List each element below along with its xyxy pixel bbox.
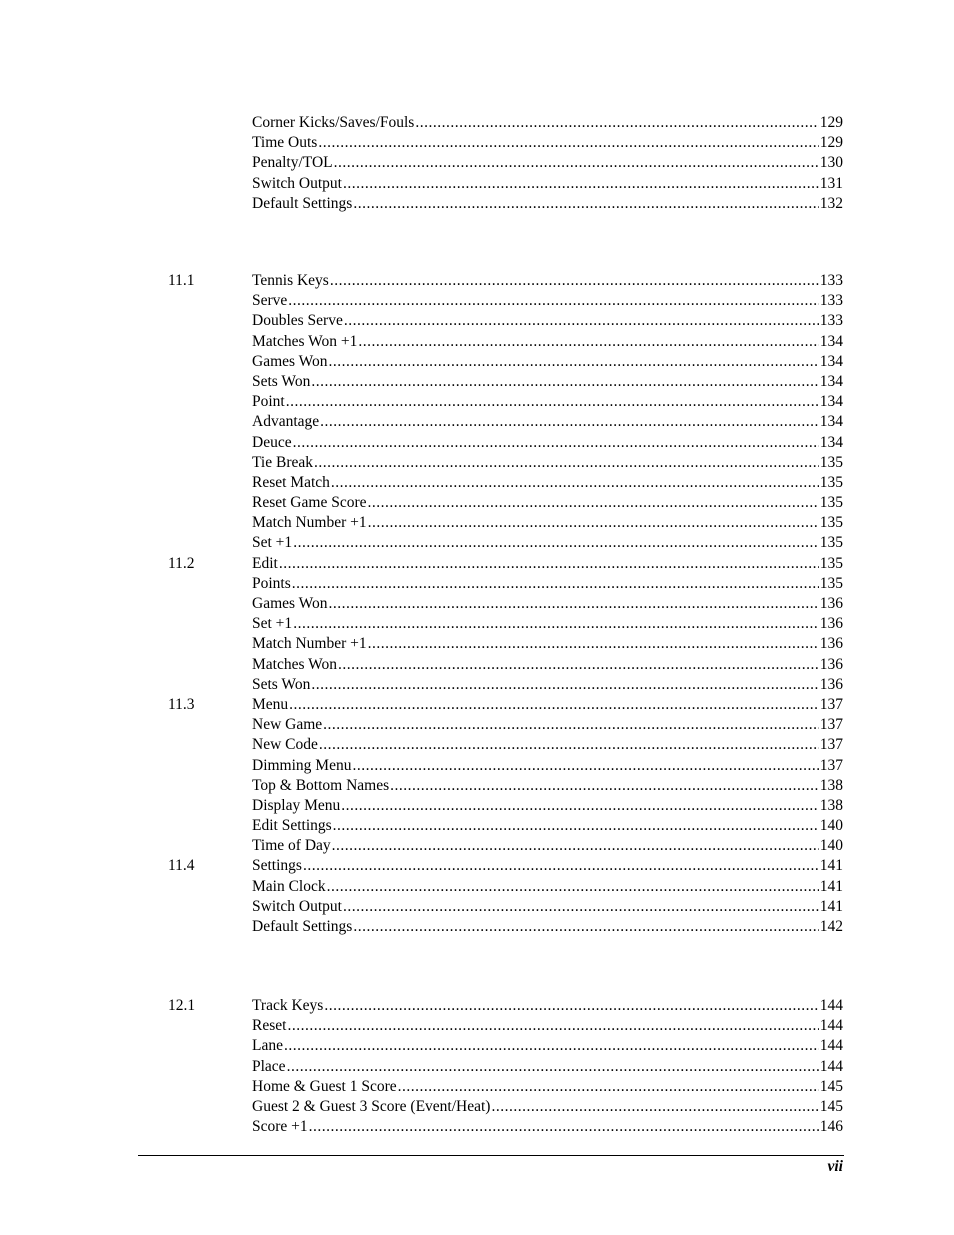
toc-entry-title[interactable]: Set +1: [252, 534, 293, 552]
toc-dot-leader: [333, 816, 819, 836]
toc-entry-page[interactable]: 145: [819, 1097, 843, 1115]
toc-entry-title[interactable]: Home & Guest 1 Score: [252, 1077, 397, 1095]
toc-entry-line: [252, 392, 843, 412]
toc-entry[interactable]: [0, 372, 954, 392]
footer-divider: [138, 1155, 844, 1156]
toc-entry-title[interactable]: Track Keys: [252, 997, 324, 1014]
toc-section-number: 11.2: [168, 554, 195, 572]
toc-entry-title[interactable]: Guest 2 & Guest 3 Score (Event/Heat): [252, 1097, 491, 1115]
toc-dot-leader: [415, 113, 818, 133]
toc-dot-leader: [334, 153, 819, 173]
toc-entry[interactable]: [0, 473, 954, 493]
toc-entry-page[interactable]: 136: [819, 615, 843, 633]
toc-entry-title[interactable]: Main Clock: [252, 877, 326, 895]
toc-entry-title[interactable]: Matches Won: [252, 655, 337, 673]
toc-entry-line: [252, 715, 843, 735]
toc-dot-leader: [287, 1016, 818, 1036]
toc-entry-title[interactable]: Switch Output: [252, 174, 342, 192]
toc-entry[interactable]: [0, 1016, 954, 1036]
toc-section-1: [0, 113, 954, 214]
toc-entry-title[interactable]: Menu: [252, 695, 289, 713]
toc-entry-page[interactable]: 133: [819, 292, 843, 310]
toc-dot-leader: [330, 271, 819, 291]
toc-dot-leader: [368, 634, 819, 654]
toc-entry-line: [252, 533, 843, 553]
toc-entry-line: [252, 433, 843, 453]
toc-entry-page[interactable]: 141: [819, 857, 843, 875]
toc-entry-title[interactable]: Place: [252, 1057, 286, 1075]
toc-dot-leader: [329, 352, 819, 372]
toc-entry-page[interactable]: 141: [819, 877, 843, 895]
toc-entry-page[interactable]: 134: [819, 393, 843, 411]
toc-entry-line: [252, 816, 843, 836]
toc-entry-line: [252, 291, 843, 311]
toc-dot-leader: [323, 715, 819, 735]
toc-entry-title[interactable]: Sets Won: [252, 675, 311, 693]
toc-entry-line: [252, 493, 843, 513]
toc-dot-leader: [319, 735, 819, 755]
toc-entry[interactable]: [0, 836, 954, 856]
toc-section-2: [0, 271, 954, 937]
toc-entry-title[interactable]: Default Settings: [252, 918, 353, 935]
toc-dot-leader: [286, 392, 819, 412]
toc-entry-line: [252, 756, 843, 776]
toc-entry-page[interactable]: 136: [819, 595, 843, 612]
toc-entry-page[interactable]: 138: [819, 776, 843, 794]
toc-entry-line: [252, 372, 843, 392]
toc-entry-page[interactable]: 145: [819, 1077, 843, 1095]
toc-entry[interactable]: [0, 453, 954, 473]
toc-section-number: 11.1: [168, 272, 195, 289]
toc-entry-page[interactable]: 133: [819, 272, 843, 289]
toc-dot-leader: [352, 756, 818, 776]
toc-dot-leader: [344, 311, 819, 331]
toc-entry[interactable]: [0, 311, 954, 331]
toc-dot-leader: [311, 372, 818, 392]
toc-entry[interactable]: [0, 917, 954, 937]
toc-entry-page[interactable]: 136: [819, 675, 843, 693]
toc-entry[interactable]: [0, 133, 954, 153]
toc-entry-page[interactable]: 135: [819, 453, 843, 471]
toc-entry-page[interactable]: 146: [819, 1118, 843, 1136]
toc-entry-title[interactable]: Time Outs: [252, 134, 318, 152]
toc-entry[interactable]: [0, 1117, 954, 1137]
toc-entry-title[interactable]: Top & Bottom Names: [252, 776, 390, 794]
toc-entry[interactable]: [0, 352, 954, 372]
toc-dot-leader: [289, 695, 819, 715]
toc-entry-line: [252, 695, 843, 715]
toc-entry-title[interactable]: Point: [252, 393, 285, 411]
toc-entry[interactable]: [0, 271, 954, 291]
toc-dot-leader: [338, 655, 819, 675]
toc-dot-leader: [318, 133, 818, 153]
toc-entry-line: [252, 996, 843, 1016]
toc-entry[interactable]: [0, 796, 954, 816]
toc-entry-page[interactable]: 134: [819, 433, 843, 451]
toc-entry[interactable]: [0, 655, 954, 675]
toc-entry-title[interactable]: Set +1: [252, 615, 293, 633]
toc-entry-line: [252, 194, 843, 214]
toc-entry-line: [252, 655, 843, 675]
toc-section-number: 11.3: [168, 695, 195, 713]
toc-entry-page[interactable]: 135: [819, 554, 843, 572]
toc-entry[interactable]: [0, 816, 954, 836]
toc-dot-leader: [343, 897, 819, 917]
toc-entry[interactable]: [0, 856, 954, 876]
toc-entry[interactable]: [0, 574, 954, 594]
toc-entry-line: [252, 877, 843, 897]
toc-entry[interactable]: [0, 715, 954, 735]
toc-entry[interactable]: [0, 554, 954, 574]
toc-entry-page[interactable]: 134: [819, 372, 843, 390]
toc-entry-line: [252, 412, 843, 432]
toc-entry[interactable]: [0, 291, 954, 311]
toc-entry-page[interactable]: 136: [819, 655, 843, 673]
toc-entry[interactable]: [0, 1097, 954, 1117]
toc-dot-leader: [303, 856, 819, 876]
toc-entry-line: [252, 1097, 843, 1117]
toc-entry-title[interactable]: Tie Break: [252, 453, 313, 471]
toc-entry-title[interactable]: Games Won: [252, 595, 328, 612]
toc-entry[interactable]: [0, 493, 954, 513]
toc-entry-title[interactable]: Time of Day: [252, 837, 331, 855]
toc-entry-page[interactable]: 137: [819, 695, 843, 713]
toc-entry[interactable]: [0, 756, 954, 776]
toc-entry-page[interactable]: 135: [819, 534, 843, 552]
toc-entry-line: [252, 1016, 843, 1036]
toc-entry-page[interactable]: 144: [819, 1057, 843, 1075]
toc-entry-line: [252, 174, 843, 194]
toc-section-3: [0, 996, 954, 1137]
toc-entry-line: [252, 614, 843, 634]
toc-entry[interactable]: [0, 735, 954, 755]
toc-dot-leader: [288, 291, 818, 311]
toc-dot-leader: [292, 574, 819, 594]
toc-entry-page[interactable]: 137: [819, 736, 843, 754]
toc-dot-leader: [320, 412, 819, 432]
toc-entry-line: [252, 153, 843, 173]
toc-entry-line: [252, 473, 843, 493]
toc-entry-title[interactable]: Edit: [252, 554, 278, 572]
toc-entry-title[interactable]: Points: [252, 574, 291, 592]
toc-dot-leader: [398, 1077, 819, 1097]
toc-entry[interactable]: [0, 433, 954, 453]
toc-entry-line: [252, 594, 843, 614]
toc-entry-line: [252, 352, 843, 372]
toc-entry-page[interactable]: 141: [819, 897, 843, 915]
toc-entry-page[interactable]: 129: [819, 134, 843, 152]
toc-dot-leader: [343, 174, 819, 194]
toc-dot-leader: [491, 1097, 818, 1117]
toc-entry[interactable]: [0, 194, 954, 214]
toc-dot-leader: [353, 194, 818, 214]
toc-entry-title[interactable]: Reset Match: [252, 473, 330, 491]
toc-entry-title[interactable]: Matches Won +1: [252, 332, 358, 350]
toc-entry-page[interactable]: 132: [819, 194, 843, 212]
toc-entry[interactable]: [0, 675, 954, 695]
toc-entry-line: [252, 574, 843, 594]
toc-entry-page[interactable]: 135: [819, 473, 843, 491]
toc-entry-line: [252, 554, 843, 574]
toc-entry-page[interactable]: 138: [819, 796, 843, 814]
toc-entry-line: [252, 897, 843, 917]
toc-entry-title[interactable]: Edit Settings: [252, 817, 332, 835]
toc-entry-line: [252, 1077, 843, 1097]
toc-entry-page[interactable]: 129: [819, 114, 843, 131]
toc-entry-page[interactable]: 135: [819, 514, 843, 532]
toc-entry-page[interactable]: 140: [819, 817, 843, 835]
toc-entry-title[interactable]: Match Number +1: [252, 635, 367, 653]
toc-dot-leader: [332, 836, 819, 856]
toc-entry-line: [252, 856, 843, 876]
toc-dot-leader: [309, 1117, 819, 1137]
toc-entry-title[interactable]: Corner Kicks/Saves/Fouls: [252, 114, 415, 131]
toc-dot-leader: [368, 493, 819, 513]
toc-entry-page[interactable]: 144: [819, 997, 843, 1014]
toc-entry-title[interactable]: Match Number +1: [252, 514, 367, 532]
toc-entry-line: [252, 1057, 843, 1077]
toc-entry-page[interactable]: 135: [819, 494, 843, 512]
toc-entry[interactable]: [0, 996, 954, 1016]
toc-entry-line: [252, 735, 843, 755]
toc-entry-page[interactable]: 142: [819, 918, 843, 935]
toc-dot-leader: [279, 554, 819, 574]
toc-entry-page[interactable]: 135: [819, 574, 843, 592]
toc-section-number: 12.1: [168, 997, 196, 1014]
toc-entry[interactable]: [0, 332, 954, 352]
toc-dot-leader: [314, 453, 819, 473]
toc-dot-leader: [358, 332, 818, 352]
toc-dot-leader: [287, 1057, 819, 1077]
toc-entry-line: [252, 675, 843, 695]
toc-entry[interactable]: [0, 634, 954, 654]
toc-dot-leader: [331, 473, 819, 493]
toc-dot-leader: [390, 776, 819, 796]
toc-entry-title[interactable]: Default Settings: [252, 194, 353, 212]
toc-entry-line: [252, 836, 843, 856]
toc-dot-leader: [324, 996, 818, 1016]
toc-entry-line: [252, 917, 843, 937]
toc-entry-line: [252, 634, 843, 654]
toc-dot-leader: [293, 533, 819, 553]
toc-entry-title[interactable]: Serve: [252, 292, 288, 310]
toc-entry-page[interactable]: 133: [819, 312, 843, 330]
toc-entry[interactable]: [0, 153, 954, 173]
toc-entry-title[interactable]: Display Menu: [252, 796, 341, 814]
toc-entry-title[interactable]: Deuce: [252, 433, 292, 451]
toc-entry-line: [252, 776, 843, 796]
toc-entry[interactable]: [0, 614, 954, 634]
toc-dot-leader: [368, 513, 819, 533]
toc-dot-leader: [284, 1036, 819, 1056]
toc-entry-page[interactable]: 131: [819, 174, 843, 192]
toc-entry[interactable]: [0, 776, 954, 796]
toc-entry[interactable]: [0, 1057, 954, 1077]
toc-entry-title[interactable]: Penalty/TOL: [252, 154, 333, 172]
toc-dot-leader: [311, 675, 818, 695]
toc-entry-line: [252, 1117, 843, 1137]
toc-entry-title[interactable]: Reset: [252, 1017, 287, 1035]
toc-entry-title[interactable]: Dimming Menu: [252, 756, 352, 774]
toc-entry-page[interactable]: 134: [819, 413, 843, 431]
toc-entry-title[interactable]: Advantage: [252, 413, 320, 431]
toc-dot-leader: [329, 594, 819, 614]
toc-entry[interactable]: [0, 1036, 954, 1056]
toc-entry[interactable]: [0, 412, 954, 432]
toc-entry-line: [252, 453, 843, 473]
toc-dot-leader: [327, 877, 819, 897]
toc-entry-title[interactable]: Score +1: [252, 1118, 308, 1136]
toc-entry-line: [252, 332, 843, 352]
toc-dot-leader: [341, 796, 818, 816]
toc-entry-page[interactable]: 136: [819, 635, 843, 653]
toc-entry-title[interactable]: Reset Game Score: [252, 494, 367, 512]
toc-entry-page[interactable]: 137: [819, 756, 843, 774]
toc-entry[interactable]: [0, 513, 954, 533]
toc-entry-title[interactable]: New Game: [252, 716, 323, 734]
toc-entry-line: [252, 1036, 843, 1056]
toc-entry-line: [252, 513, 843, 533]
toc-entry-page[interactable]: 130: [819, 154, 843, 172]
toc-entry-page[interactable]: 140: [819, 837, 843, 855]
toc-entry-title[interactable]: Sets Won: [252, 372, 311, 390]
toc-entry-title[interactable]: Tennis Keys: [252, 272, 329, 289]
toc-entry-page[interactable]: 137: [819, 716, 843, 734]
toc-entry-line: [252, 796, 843, 816]
toc-entry-line: [252, 271, 843, 291]
toc-entry-title[interactable]: New Code: [252, 736, 318, 754]
toc-entry-title[interactable]: Games Won: [252, 352, 328, 370]
toc-entry-page[interactable]: 134: [819, 332, 843, 350]
toc-dot-leader: [353, 917, 818, 937]
toc-entry-line: [252, 113, 843, 133]
toc-entry-page[interactable]: 144: [819, 1037, 843, 1055]
toc-entry[interactable]: [0, 392, 954, 412]
toc-entry[interactable]: [0, 897, 954, 917]
toc-section-number: 11.4: [168, 857, 195, 875]
toc-entry-line: [252, 311, 843, 331]
toc-entry-title[interactable]: Doubles Serve: [252, 312, 343, 330]
toc-entry-title[interactable]: Switch Output: [252, 897, 342, 915]
toc-entry[interactable]: [0, 695, 954, 715]
toc-entry-page[interactable]: 134: [819, 352, 843, 370]
toc-entry-page[interactable]: 144: [819, 1017, 843, 1035]
toc-entry[interactable]: [0, 1077, 954, 1097]
toc-dot-leader: [293, 433, 819, 453]
toc-entry[interactable]: [0, 533, 954, 553]
toc-dot-leader: [293, 614, 819, 634]
toc-entry[interactable]: [0, 113, 954, 133]
toc-entry-title[interactable]: Lane: [252, 1037, 283, 1055]
toc-entry-title[interactable]: Settings: [252, 857, 302, 875]
toc-entry-line: [252, 133, 843, 153]
toc-entry[interactable]: [0, 594, 954, 614]
footer-page-number: vii: [827, 1158, 843, 1175]
toc-entry[interactable]: [0, 877, 954, 897]
toc-entry[interactable]: [0, 174, 954, 194]
